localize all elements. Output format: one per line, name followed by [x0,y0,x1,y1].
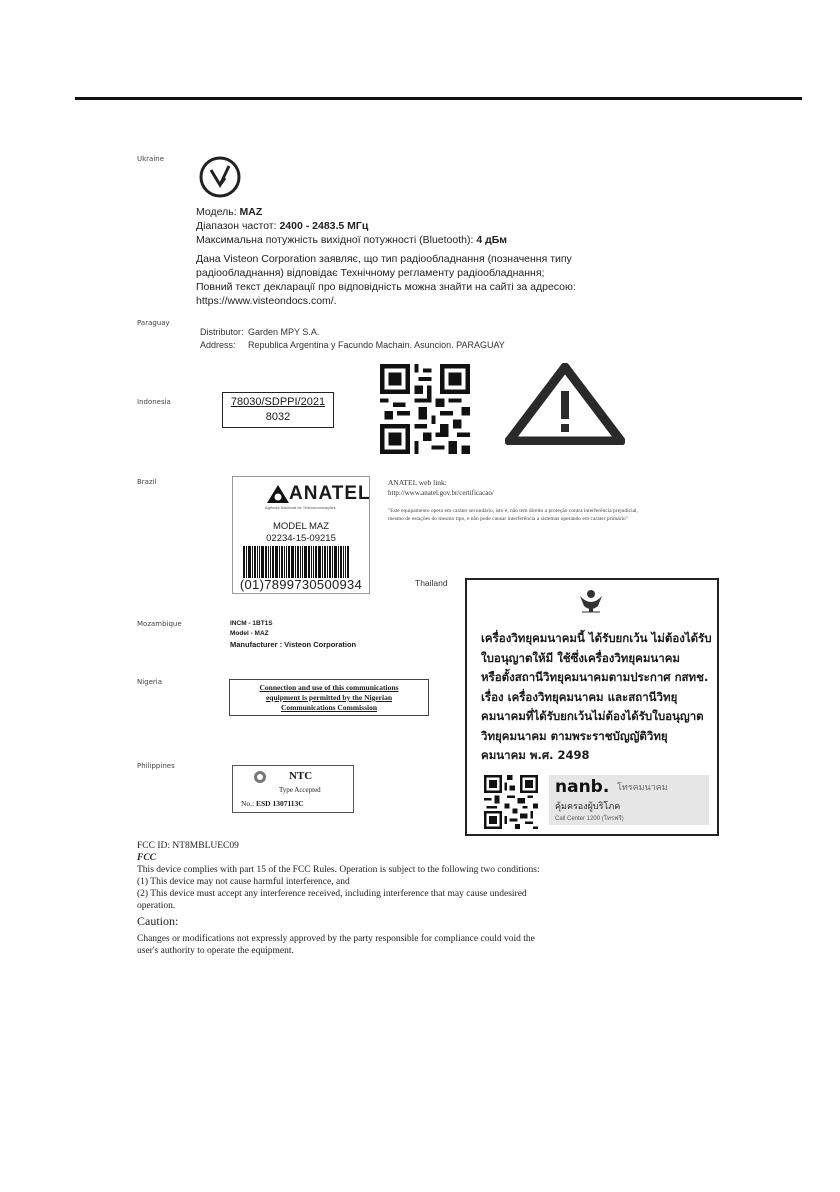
warning-triangle-icon [505,363,625,465]
label-thailand: Thailand [415,578,448,588]
ukraine-declaration-2: радіообладнання) відповідає Технічному регламенту радіообладнання; [196,267,545,279]
anatel-agency: Agência Nacional de Telecomunicações [265,505,336,510]
ukraine-model: Модель: MAZ [196,206,263,218]
ntc-title: NTC [289,770,313,782]
anatel-code: 02234-15-09215 [266,533,336,544]
thailand-line: คมนาคม พ.ศ. 2498 [481,748,590,762]
nbtc-logo-sub: โทรคมนาคม [617,783,668,793]
fcc-caution-heading: Caution: [137,914,179,928]
label-mozambique: Mozambique [137,620,182,628]
thailand-line: ใบอนุญาตให้มี ใช้ซึ่งเครื่องวิทยุคมนาคม [481,650,680,665]
anatel-web-title: ANATEL web link: [388,478,447,487]
anatel-logo-icon [267,485,289,501]
label-paraguay: Paraguay [137,319,170,327]
thailand-line: คมนาคมที่ได้รับยกเว้นไม่ต้องได้รับใบอนุญาต [481,709,704,723]
nigeria-line: Connection and use of this communications [259,683,399,692]
fcc-heading: FCC [137,853,157,863]
fcc-caution-line: Changes or modifications not expressly approved by the party responsible for compliance could void the [137,934,535,944]
thailand-text-block [481,629,712,766]
label-indonesia: Indonesia [137,398,171,406]
thailand-line: เครื่องวิทยุคมนาคมนี้ ได้รับยกเว้น ไม่ต้องได้รับ [481,631,712,645]
fcc-line: This device complies with part 15 of the FCC Rules. Operation is subject to the following two conditions: [137,865,540,875]
indonesia-qr-code [380,364,470,454]
label-nigeria: Nigeria [137,678,163,686]
anatel-notice: "Este equipamento opera em caráter secundário, isto é, não tem direito a proteção contra interferência prejudicial, mesmo de estações do mesmo tipo, e não pode causar interferência a sistemas operando em caráter primário" [388,508,638,522]
mozambique-incm: INCM - 1BT1S [230,620,273,627]
anatel-label [232,476,370,594]
thailand-line: วิทยุคมนาคม ตามพระราชบัญญัติวิทยุ [481,728,668,743]
ntc-number: No.: ESD 1307113C [241,799,304,808]
label-philippines: Philippines [137,762,175,770]
fcc-line: (2) This device must accept any interference received, including interference that may cause undesired [137,889,527,899]
nbtc-consumer: คุ้มครองผู้บริโภค [555,802,621,812]
ntc-seal-icon [253,770,267,784]
nigeria-line: equipment is permitted by the Nigerian [265,693,393,702]
fcc-caution-line: user's authority to operate the equipment. [137,946,294,956]
nbtc-call-center: Call Center 1200 (โทรฟรี) [555,816,624,822]
thailand-line: หรือตั้งสถานีวิทยุคมนาคมตามประกาศ กสทช. [481,670,709,684]
indonesia-certificate-box [222,392,334,428]
anatel-web-url: http://www.anatel.gov.br/certificacao/ [388,489,494,497]
indonesia-cert-number: 78030/SDPPI/2021 [230,396,326,408]
nbtc-logo-block [549,775,709,825]
ukraine-frequency: Діапазон частот: 2400 - 2483.5 МГц [196,220,369,232]
ukraine-conformity-mark [197,154,243,200]
ntc-type-accepted-box [232,765,354,813]
fcc-line: (1) This device may not cause harmful interference, and [137,877,350,887]
label-ukraine: Ukraine [137,155,165,163]
mozambique-manufacturer: Manufacturer : Visteon Corporation [230,640,357,649]
paraguay-address: Address: Republica Argentina y Facundo Machain. Asuncion. PARAGUAY [200,340,505,350]
paraguay-distributor: Distributor: Garden MPY S.A. [200,327,320,337]
nbtc-logo-text: nanb. [555,777,610,797]
header-rule [75,97,802,100]
anatel-logo-text: ANATEL [289,483,371,504]
ukraine-declaration-url: https://www.visteondocs.com/. [196,295,337,307]
mozambique-model: Model - MAZ [230,630,269,637]
indonesia-plg-id: 8032 [265,411,291,423]
ukraine-declaration-1: Дана Visteon Corporation заявляє, що тип радіообладнання (позначення типу [196,253,572,265]
fcc-id: FCC ID: NT8MBLUEC09 [137,841,239,851]
anatel-model: MODEL MAZ [272,521,330,532]
label-brazil: Brazil [137,478,157,486]
ukraine-declaration-3: Повний текст декларації про відповідність можна знайти на сайті за адресою: [196,281,576,293]
thailand-label-box [465,578,719,836]
nigeria-line: Communications Commission [280,703,378,712]
garuda-emblem-icon [578,586,604,616]
ntc-subtitle: Type Accepted [279,786,321,794]
ukraine-power: Максимальна потужність вихідної потужності (Bluetooth): 4 дБм [196,234,508,246]
anatel-barcode [243,546,363,578]
thailand-qr-code [484,775,538,829]
fcc-line: operation. [137,901,176,911]
thailand-line: เรื่อง เครื่องวิทยุคมนาคม และสถานีวิทยุ [481,689,678,704]
anatel-barcode-number: (01)7899730500934 [239,577,363,592]
nigeria-ncc-box [229,679,429,716]
